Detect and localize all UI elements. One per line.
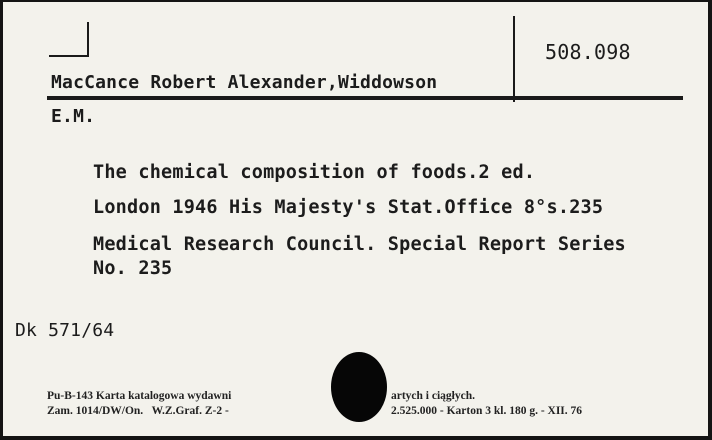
shelf-mark: Dk 571/64: [15, 320, 115, 341]
header-column-divider: [513, 16, 515, 102]
footer-line-1-right: artych i ciągłych.: [391, 390, 475, 402]
imprint-line: London 1946 His Majesty's Stat.Office 8°s.235: [93, 197, 604, 218]
header-tick-horizontal: [49, 55, 89, 57]
footer-line-2-left: Zam. 1014/DW/On. W.Z.Graf. Z-2 -: [47, 405, 229, 417]
catalog-card: [3, 2, 708, 436]
co-author: E.M.: [51, 106, 96, 127]
card-punch-hole: [331, 352, 387, 422]
title-line: The chemical composition of foods.2 ed.: [93, 162, 536, 183]
series-line-1: Medical Research Council. Special Report Series: [93, 234, 626, 255]
main-entry: MacCance Robert Alexander,Widdowson: [51, 72, 438, 93]
footer-line-2-right: 2.525.000 - Karton 3 kl. 180 g. - XII. 76: [391, 405, 583, 417]
header-tick-vertical: [87, 22, 89, 56]
call-number: 508.098: [545, 40, 631, 64]
header-rule: [47, 96, 683, 100]
series-line-2: No. 235: [93, 258, 173, 279]
footer-line-1-left: Pu-B-143 Karta katalogowa wydawni: [47, 390, 232, 402]
